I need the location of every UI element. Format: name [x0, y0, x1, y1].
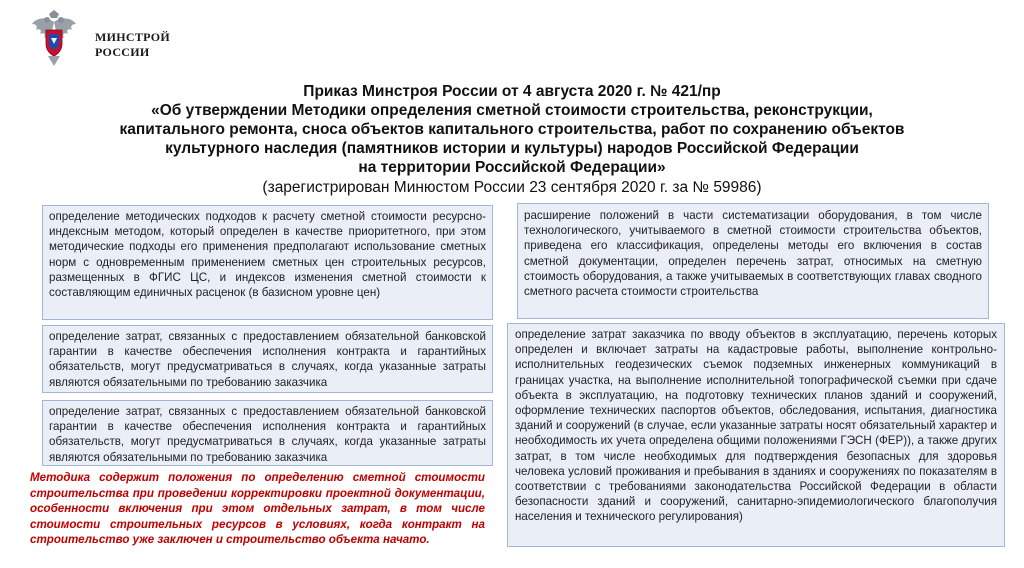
methodology-note: Методика содержит положения по определению сметной стоимости строительства при проведении корректировки проектной документации, особенности включения при этом отдельных затрат, в том числе стоимости строительных ресурсов в условиях, когда контракт на строительство уже заключен и строительство объекта начато. [30, 471, 485, 547]
block-bank-guarantee-1: определение затрат, связанных с предоставлением обязательной банковской гарантии в качестве обеспечения исполнения контракта и гарантийных обязательств, могут предусматриваться в случаях, когда указанные затраты являются обязательными по требованию заказчика [42, 325, 493, 393]
ministry-emblem-icon [30, 10, 78, 68]
block-bank-guarantee-2: определение затрат, связанных с предоставлением обязательной банковской гарантии в качестве обеспечения исполнения контракта и гарантийных обязательств, могут предусматриваться в случаях, когда указанные затраты являются обязательными по требованию заказчика [42, 400, 493, 466]
block-equipment-systematization: расширение положений в части систематизации оборудования, в том числе технологического, учитываемого в сметной стоимости строительства объектов, приведена его классификация, определены методы его включения в состав сметной документации, определен перечень затрат, относимых на сметную стоимость оборудования, а также учитываемых в соответствующих главах сводного сметного расчета стоимости строительства [517, 203, 989, 319]
title-line1: Приказ Минстроя России от 4 августа 2020 г. № 421/пр [303, 83, 721, 100]
title-line2: «Об утверждении Методики определения сметной стоимости строительства, реконструкции, [151, 102, 873, 119]
org-line2: РОССИИ [95, 45, 150, 59]
registration-note: (зарегистрирован Минюстом России 23 сентября 2020 г. за № 59986) [262, 179, 762, 196]
title-line3: капитального ремонта, сноса объектов капитального строительства, работ по сохранению объектов [119, 121, 905, 138]
title-line5: на территории Российской Федерации» [358, 159, 666, 176]
block-methodology-approaches: определение методических подходов к расчету сметной стоимости ресурсно-индексным методом, который определен в качестве приоритетного, при этом методические подходы его применения предполагают использование сметных норм с одновременным применением сметных цен строительных ресурсов, размещенных в ФГИС ЦС, и индексов изменения сметной стоимости к составляющим единичных расценок (в базисном уровне цен) [42, 205, 493, 320]
block-commissioning-costs: определение затрат заказчика по вводу объектов в эксплуатацию, перечень которых определен и включает затраты на кадастровые работы, выполнение контрольно-исполнительных геодезических съемок подземных инженерных коммуникаций в границах участка, на выполнение исполнительной топографической съемки при сдаче объекта в эксплуатацию, на подготовку технических планов зданий и сооружений, оформление технических паспортов объектов, обследования, испытания, диагностика зданий и сооружений (в случае, если указанные затраты носят обязательный характер и необходимость их учета определена общими положениями ГЭСН (ФЕР)), а также других затрат, в том числе необходимых для подтверждения безопасных для здоровья человека условий проживания и пребывания в зданиях и сооружениях по показателям в соответствии с требованиями законодательства Российской Федерации в области безопасности зданий и сооружений, санитарно-эпидемиологического благополучия населения и технического регулирования) [507, 323, 1005, 547]
org-line1: МИНСТРОЙ [95, 30, 170, 44]
page-title [60, 82, 964, 177]
title-line4: культурного наследия (памятников истории и культуры) народов Российской Федерации [165, 140, 859, 157]
organization-name [95, 30, 170, 60]
